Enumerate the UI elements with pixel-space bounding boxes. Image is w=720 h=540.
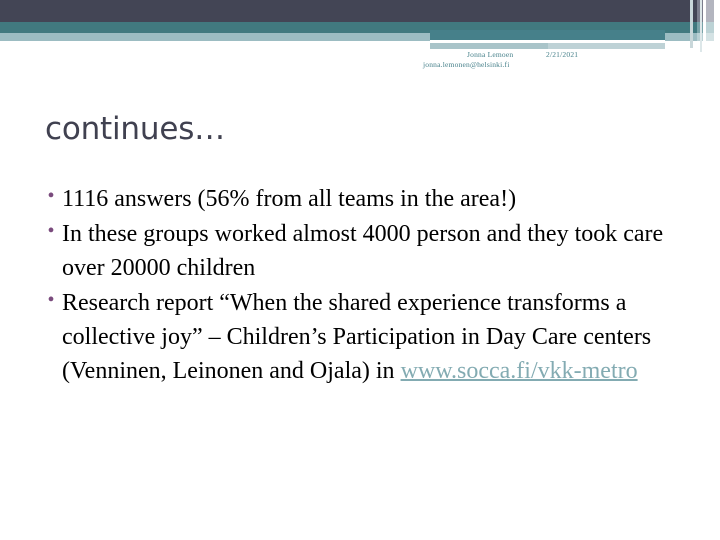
author-email: jonna.lemonen@helsinki.fi	[423, 60, 510, 69]
banner-band-dark-accent-2	[706, 0, 714, 22]
list-item	[40, 286, 695, 388]
external-link-socca[interactable]: www.socca.fi/vkk-metro	[400, 358, 638, 385]
slide-header-meta	[0, 50, 720, 74]
banner-band-dark	[0, 0, 697, 22]
list-item-text: 1116 answers (56% from all teams in the area!)	[62, 186, 517, 212]
list-item-text	[62, 286, 695, 388]
list-item	[40, 217, 695, 285]
banner-vertical-stripe-2	[700, 0, 702, 52]
slide-body	[40, 182, 695, 389]
bullet-marker-icon: •	[47, 220, 55, 243]
banner-band-teal-accent-2	[706, 22, 714, 33]
banner-accent-bar-teal	[430, 30, 665, 40]
list-item-text: In these groups worked almost 4000 person and they took care over 20000 children	[62, 221, 664, 282]
banner-vertical-stripe-1	[690, 0, 693, 48]
list-item-text-body: Research report “When the shared experience transforms a collective joy” – Children’s Participation in Day Care centers (Venninen, Leinonen and Ojala) in	[62, 290, 652, 385]
list-item	[40, 182, 695, 216]
author-name: Jonna Lemoen	[467, 50, 514, 59]
slide-date: 2/21/2021	[546, 50, 579, 59]
page-title: continues…	[45, 111, 225, 147]
top-decorative-banner	[0, 0, 720, 56]
bullet-marker-icon: •	[47, 289, 55, 312]
banner-band-pale-accent-2	[706, 33, 714, 41]
bullet-marker-icon: •	[47, 185, 55, 207]
banner-accent-bar-pale-left	[430, 43, 548, 49]
banner-accent-bar-pale-right	[548, 43, 665, 49]
